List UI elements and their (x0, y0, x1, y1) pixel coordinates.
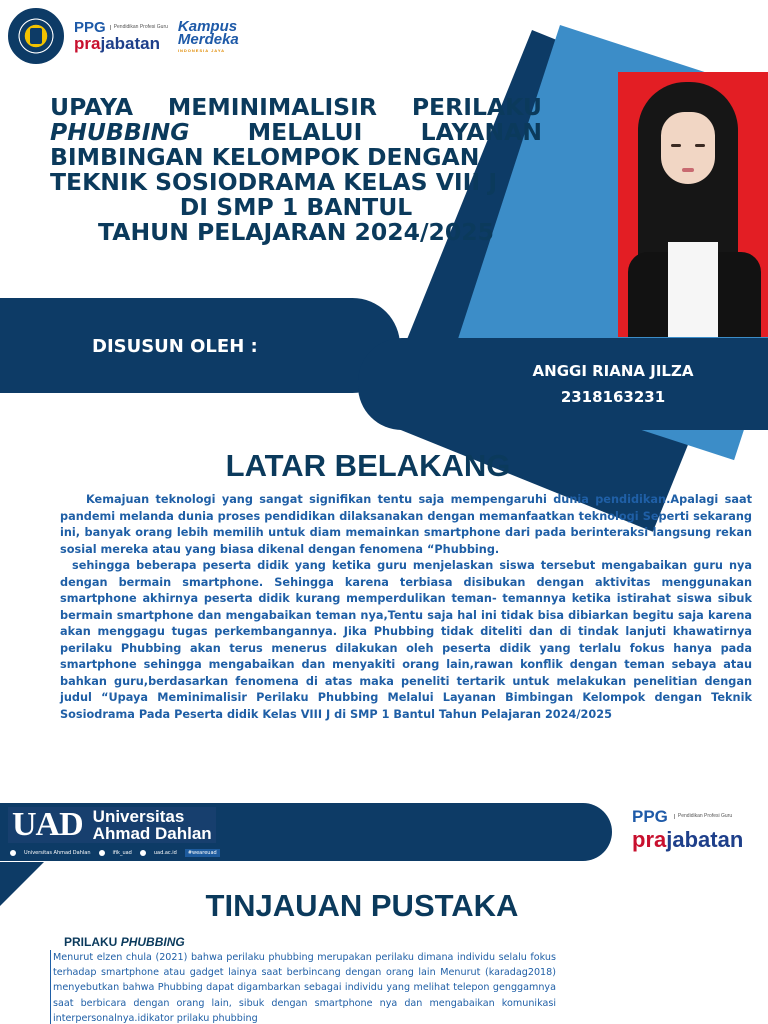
ppg-text-bottom: PPG (632, 807, 668, 826)
uad-name-line-2: Ahmad Dahlan (92, 824, 212, 843)
uad-mark: UAD (12, 806, 83, 843)
uad-social-links (10, 849, 220, 857)
section-heading-tinjauan-pustaka: TINJAUAN PUSTAKA (205, 888, 519, 923)
header-logos (8, 8, 239, 64)
pra-text-bottom: pra (632, 827, 667, 852)
uad-name (93, 808, 212, 842)
subheading-prilaku-phubbing (64, 935, 185, 949)
poster-title (50, 95, 542, 245)
title-line-2-rest: MELALUI LAYANAN (247, 118, 543, 146)
subheading-prefix: PRILAKU (64, 935, 118, 949)
author-name: ANGGI RIANA JILZA (532, 362, 694, 380)
latar-paragraph-2: sehingga beberapa peserta didik yang ketika guru menjelaskan siswa tersebut mengabaikan guru nya dengan bermain smartphone. Sehingga karena terbiasa disibukan dengan aktivitas menggunakan smartphone akhirnya peserta didik kurang memperdulikan teman- temannya ketika istirahat siswa sibuk bermain smartphone dan mengabaikan teman nya,Tentu saja hal ini tidak bisa dibiarkan begitu saja karena akan menggagu tugas perkembangannya. Jika Phubbing tidak diteliti dan di tindak lanjuti khawatirnya perilaku Phubbing akan terus menerus dilakukan oleh peserta didik yang terlalu fokus hanya pada smartphone sehingga mengabaikan dan menyakiti orang lain,rawan konflik dengan teman sebaya atau bahkan guru,berdasarkan fenomena di atas maka peneliti tertarik untuk melakukan penelitian dengan judul “Upaya Meminimalisir Perilaku Phubbing Melalui Layanan Bimbingan Kelompok dengan Teknik Sosiodrama Pada Peserta didik Kelas VIII J di SMP 1 Bantul Tahun Pelajaran 2024/2025 (60, 559, 752, 721)
latar-belakang-body (60, 492, 752, 723)
uad-name-line-1: Universitas (92, 807, 185, 826)
merdeka-text: Merdeka (177, 31, 239, 49)
title-phubbing-italic: PHUBBING (50, 118, 190, 146)
facebook-icon (10, 850, 16, 856)
section-heading-latar-belakang: LATAR BELAKANG (225, 448, 511, 483)
uad-logo (8, 807, 216, 843)
merdeka-sub-text: INDONESIA JAYA (177, 47, 226, 53)
tinjauan-body: Menurut elzen chula (2021) bahwa perilaku phubbing merupakan perilaku dimana individu selalu fokus terhadap smartphone atau gadget lainya saat berbincang dengan orang lain Menurut (karadag2018) menyebutkan bahwa Phubbing dapat digambarkan sebagai individu yang melihat telepon genggamnya saat berbicara dengan orang lain, sibuk dengan smartphone nya dan mengabaikan komunikasi interpersonalnya.idikator prilaku phubbing (50, 950, 556, 1024)
title-line-2 (50, 120, 542, 145)
author-banner (358, 338, 768, 430)
ppg-small-text-bottom: Pendidikan Profesi Guru (674, 814, 732, 820)
social-text-2: ifik_uad (112, 850, 132, 856)
author-photo (618, 72, 768, 337)
title-line-6: TAHUN PELAJARAN 2024/2025 (98, 218, 494, 246)
jabatan-text-bottom: jabatan (666, 827, 744, 852)
globe-icon (140, 850, 146, 856)
pra-text: pra (74, 34, 101, 53)
ppg-prajabatan-logo-bottom (632, 808, 743, 851)
instagram-icon (99, 850, 105, 856)
latar-paragraph-1: Kemajuan teknologi yang sangat signifikan tentu saja mempengaruhi dunia pendidikan.Apalagi saat pandemi melanda dunia proses pendidikan dilaksanakan dengan memanfaatkan teknologi Seperti sekarang ini, banyak orang lebih memilih untuk diam memainkan smartphone dari pada berinteraksi langsung rekan sosial mereka atau yang biasa dikenal dengan fenomena “Phubbing. (60, 493, 752, 556)
kampus-text: Kampus (177, 17, 238, 35)
ppg-text: PPG (74, 19, 106, 36)
author-id: 2318163231 (560, 388, 666, 406)
ppg-prajabatan-logo (74, 20, 168, 52)
author-label: DISUSUN OLEH : (92, 336, 258, 357)
hashtag-badge: #weareuad (185, 849, 220, 857)
uad-seal-logo (8, 8, 64, 64)
jabatan-text: jabatan (100, 34, 160, 53)
title-line-3: BIMBINGAN KELOMPOK DENGAN (50, 143, 480, 171)
author-label-banner (0, 298, 400, 393)
title-line-1: UPAYA MEMINIMALISIR PERILAKU (50, 93, 542, 121)
kampus-merdeka-logo (177, 17, 239, 53)
uad-banner (0, 803, 612, 861)
subheading-italic: PHUBBING (120, 935, 185, 949)
ppg-small-text: Pendidikan Profesi Guru (110, 25, 168, 31)
social-text-1: Universitas Ahmad Dahlan (24, 850, 91, 856)
title-line-5: DI SMP 1 BANTUL (179, 193, 413, 221)
title-line-4: TEKNIK SOSIODRAMA KELAS VIII J (50, 168, 498, 196)
social-text-3: uad.ac.id (153, 850, 177, 856)
